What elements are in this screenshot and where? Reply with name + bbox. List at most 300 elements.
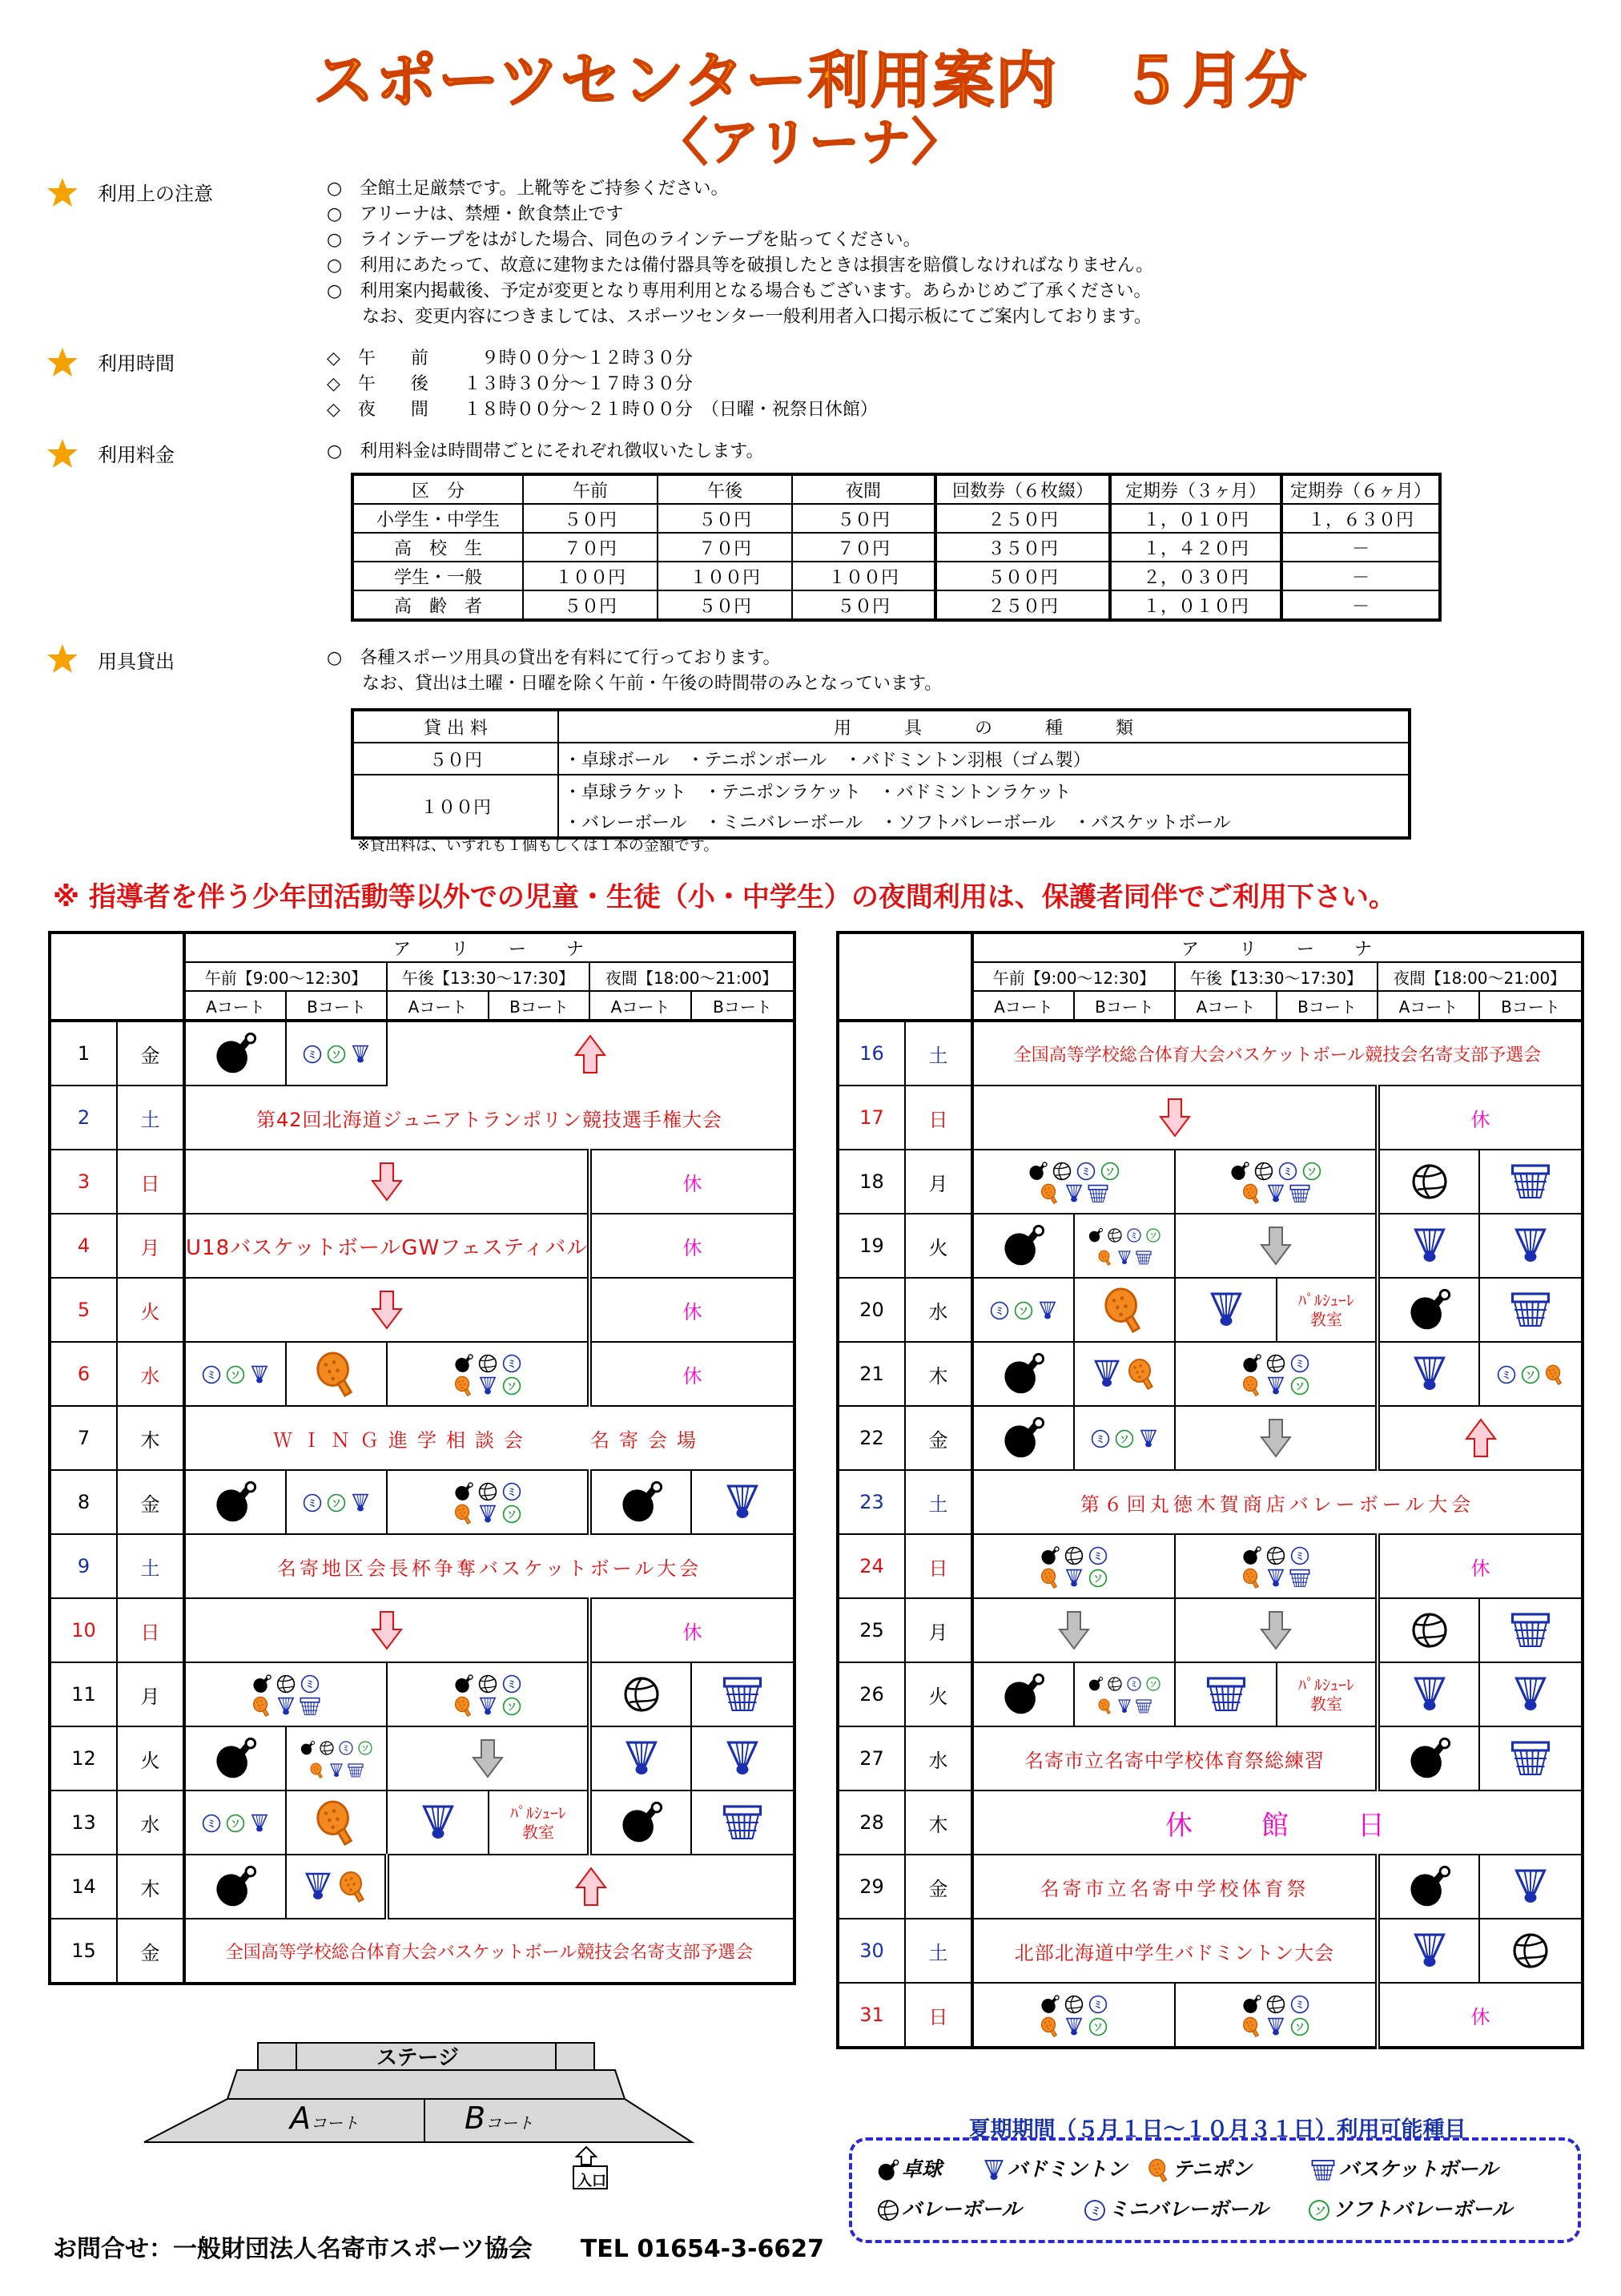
- fee-cell: ５０円: [792, 504, 935, 533]
- day-weekday: 水: [117, 1342, 184, 1406]
- day-number: 13: [50, 1790, 117, 1855]
- day-number: 10: [50, 1598, 117, 1662]
- badminton-icon: [722, 1482, 762, 1522]
- slot: [691, 1726, 794, 1790]
- slot: [972, 1278, 1074, 1342]
- table-tennis-icon: [1000, 1223, 1047, 1269]
- slot: [1479, 1278, 1583, 1342]
- event: 北部北海道中学生バドミントン大会: [972, 1919, 1378, 1983]
- table-tennis-icon: [212, 1735, 259, 1782]
- fee-cell: ７０円: [523, 533, 658, 562]
- slot: [1074, 1214, 1175, 1278]
- badminton-icon: [1116, 1698, 1132, 1714]
- slot: [1479, 1598, 1583, 1662]
- fee-header: 午前: [523, 474, 658, 504]
- volleyball-icon: [477, 1353, 498, 1374]
- fee-cell: １００円: [792, 562, 935, 590]
- closed: 休: [589, 1342, 794, 1406]
- day-number: 29: [838, 1855, 905, 1919]
- schedule-table-left: [48, 931, 796, 1985]
- slot: [972, 1598, 1175, 1662]
- basketball-icon: [1508, 1610, 1553, 1650]
- day-weekday: 金: [117, 1021, 184, 1086]
- tenipon-icon: [1147, 2158, 1171, 2182]
- slot: [286, 1790, 387, 1855]
- mini-volleyball-icon: [1088, 1545, 1108, 1566]
- legend-box: [849, 2137, 1581, 2243]
- badminton-icon: [1410, 1674, 1450, 1714]
- soft-volleyball-icon: [1088, 1568, 1108, 1589]
- fee-cell: ７０円: [792, 533, 935, 562]
- legend-label: バレーボール: [902, 2197, 1022, 2221]
- closed: 休: [589, 1150, 794, 1214]
- soft-volleyball-icon: [1307, 2198, 1331, 2222]
- mini-volleyball-icon: [1289, 1545, 1310, 1566]
- note-line: ○ 利用案内掲載後、予定が変更となり専用利用となる場合もございます。あらかじめご了承ください。: [327, 281, 1152, 301]
- slot: [1175, 1598, 1378, 1662]
- basketball-icon: [1088, 1183, 1108, 1204]
- fee-cell: ５０円: [792, 590, 935, 620]
- class-label-2: 教室: [1310, 1694, 1342, 1714]
- day-number: 16: [838, 1021, 905, 1086]
- slot: [1074, 1342, 1175, 1406]
- soft-volleyball-icon: [501, 1696, 522, 1717]
- fee-cell: １００円: [523, 562, 658, 590]
- day-row: [838, 1983, 1583, 2048]
- day-weekday: 火: [905, 1662, 972, 1726]
- table-tennis-icon: [1088, 1676, 1104, 1692]
- day-weekday: 日: [905, 1086, 972, 1150]
- volleyball-icon: [621, 1674, 662, 1714]
- day-weekday: 木: [117, 1406, 184, 1470]
- day-number: 6: [50, 1342, 117, 1406]
- volleyball-icon: [477, 1674, 498, 1694]
- legend-label: バスケットボール: [1339, 2157, 1498, 2181]
- day-row: [50, 1726, 794, 1790]
- slot: [1479, 1214, 1583, 1278]
- court-a-label: Aコート: [387, 991, 489, 1021]
- volleyball-icon: [876, 2198, 900, 2222]
- day-weekday: 木: [905, 1790, 972, 1855]
- entrance-label: 入口: [577, 2173, 606, 2189]
- table-tennis-icon: [1229, 1161, 1250, 1182]
- basketball-icon: [1508, 1290, 1553, 1330]
- day-row: [838, 1086, 1583, 1150]
- soft-volleyball-icon: [1520, 1364, 1541, 1385]
- day-weekday: 月: [117, 1662, 184, 1726]
- day-weekday: 日: [905, 1534, 972, 1598]
- slot: [387, 1342, 589, 1406]
- event: 名寄地区会長杯争奪バスケットボール大会: [184, 1534, 794, 1598]
- day-weekday: 月: [117, 1214, 184, 1278]
- fee-cell: ３５０円: [935, 533, 1110, 562]
- day-weekday: 金: [905, 1855, 972, 1919]
- day-number: 7: [50, 1406, 117, 1470]
- table-tennis-icon: [1040, 1545, 1060, 1566]
- fees-note: ○ 利用料金は時間帯ごとにそれぞれ徴収いたします。: [327, 441, 764, 461]
- table-tennis-icon: [300, 1740, 316, 1756]
- soft-volleyball-icon: [1145, 1227, 1161, 1243]
- fee-header: 区 分: [352, 474, 523, 504]
- slot: [1378, 1598, 1479, 1662]
- slot: [1479, 1150, 1583, 1214]
- day-number: 4: [50, 1214, 117, 1278]
- day-row: [838, 1726, 1583, 1790]
- slot: [589, 1470, 691, 1534]
- mini-volleyball-icon: [501, 1481, 522, 1502]
- court-b-diagram: [465, 2101, 533, 2136]
- volleyball-icon: [1265, 1545, 1286, 1566]
- slot: [1175, 1150, 1378, 1214]
- day-row: [50, 1598, 794, 1662]
- slot: [972, 1662, 1074, 1726]
- rental-items: ・卓球ラケット ・テニポンラケット ・バドミントンラケット: [558, 775, 1410, 806]
- court-b-label: Bコート: [489, 991, 589, 1021]
- contact-info: お問合せ：一般財団法人名寄市スポーツ協会 TEL 01654-3-6627: [53, 2235, 824, 2263]
- up-arrow-icon: [575, 1867, 607, 1907]
- day-number: 23: [838, 1470, 905, 1534]
- day-weekday: 木: [117, 1855, 184, 1919]
- table-tennis-icon: [618, 1799, 665, 1846]
- slot: [1479, 1855, 1583, 1919]
- slot: [184, 1150, 589, 1214]
- soft-volleyball-icon: [1145, 1676, 1161, 1692]
- table-tennis-icon: [1406, 1735, 1453, 1782]
- fee-cell: 高 齢 者: [352, 590, 523, 620]
- day-row: [838, 1470, 1583, 1534]
- gray-down-arrow-icon: [1058, 1610, 1090, 1650]
- day-row: [838, 1021, 1583, 1086]
- table-tennis-icon: [453, 1481, 474, 1502]
- slot: [1479, 1662, 1583, 1726]
- badminton-icon: [1410, 1931, 1450, 1971]
- soft-volleyball-icon: [1289, 2016, 1310, 2037]
- tenipon-icon: [1040, 2016, 1060, 2037]
- notes-label: 利用上の注意: [98, 183, 213, 205]
- day-number: 8: [50, 1470, 117, 1534]
- rental-fee: ５０円: [352, 743, 558, 775]
- tenipon-icon: [1097, 1250, 1113, 1266]
- slot: [1074, 1406, 1175, 1470]
- page-title: スポーツセンター利用案内 ５月分: [313, 45, 1308, 116]
- tenipon-icon: [453, 1504, 474, 1525]
- fee-cell: ５０円: [523, 504, 658, 533]
- legend-item: [980, 2153, 1128, 2182]
- day-number: 9: [50, 1534, 117, 1598]
- legend-item: [1307, 2153, 1498, 2182]
- volleyball-icon: [1410, 1162, 1450, 1202]
- event: 名寄市立名寄中学校体育祭総練習: [972, 1726, 1378, 1790]
- day-row: [50, 1790, 794, 1855]
- hours-label: 利用時間: [98, 352, 175, 375]
- class-label: [489, 1790, 589, 1855]
- closed: 休: [1378, 1534, 1583, 1598]
- star-icon: [46, 176, 78, 208]
- legend-item: [1081, 2193, 1269, 2222]
- tenipon-icon: [1241, 1568, 1262, 1589]
- event: 全国高等学校総合体育大会バスケットボール競技会名寄支部予選会: [184, 1919, 794, 1984]
- slot: [1074, 1278, 1175, 1342]
- badminton-icon: [1206, 1290, 1246, 1330]
- event: [184, 1406, 794, 1470]
- rental-notes: [327, 646, 942, 697]
- rental-header-row: [352, 710, 1410, 743]
- badminton-icon: [477, 1504, 498, 1525]
- court-b-label: Bコート: [1277, 991, 1378, 1021]
- badminton-icon: [1510, 1867, 1551, 1907]
- soft-volleyball-icon: [225, 1364, 246, 1385]
- slot: [1479, 1726, 1583, 1790]
- court-letter: A: [290, 2101, 311, 2136]
- table-tennis-icon: [212, 1479, 259, 1525]
- volleyball-icon: [319, 1740, 335, 1756]
- basketball-icon: [720, 1674, 765, 1714]
- legend-label: バドミントン: [1008, 2157, 1128, 2181]
- legend-item: [875, 2153, 942, 2182]
- day-weekday: 金: [905, 1406, 972, 1470]
- day-number: 24: [838, 1534, 905, 1598]
- period-night: 夜間【18:00～21:00】: [589, 962, 794, 991]
- page-subtitle: 〈アリーナ〉: [658, 113, 963, 171]
- fee-cell: ５０円: [658, 590, 792, 620]
- day-row: [838, 1790, 1583, 1855]
- day-row: [50, 1021, 794, 1086]
- period-am: 午前【9:00～12:30】: [972, 962, 1175, 991]
- day-weekday: 金: [117, 1919, 184, 1984]
- rental-row: [352, 775, 1410, 806]
- day-row: [50, 1855, 794, 1919]
- slot: [691, 1470, 794, 1534]
- slot: [1479, 1919, 1583, 1983]
- badminton-icon: [1138, 1428, 1159, 1449]
- badminton-icon: [1265, 1376, 1286, 1396]
- hours-line: ◇ 午 前 ９時００分～１２時３０分: [327, 348, 693, 369]
- gray-down-arrow-icon: [1260, 1418, 1292, 1458]
- badminton-icon: [1510, 1674, 1551, 1714]
- badminton-icon: [1064, 1568, 1084, 1589]
- tenipon-icon: [1040, 1568, 1060, 1589]
- badminton-icon: [1064, 2016, 1084, 2037]
- tenipon-icon: [313, 1351, 360, 1397]
- court-b-label: Bコート: [1074, 991, 1175, 1021]
- period-pm: 午後【13:30～17:30】: [387, 962, 589, 991]
- tenipon-icon: [251, 1696, 272, 1717]
- day-number: 3: [50, 1150, 117, 1214]
- day-row: [838, 1342, 1583, 1406]
- day-row: [50, 1662, 794, 1726]
- day-weekday: 木: [905, 1342, 972, 1406]
- fee-row: [352, 533, 1440, 562]
- mini-volleyball-icon: [1126, 1227, 1142, 1243]
- volleyball-icon: [1107, 1227, 1123, 1243]
- badminton-icon: [1116, 1250, 1132, 1266]
- slot: [387, 1470, 589, 1534]
- fee-cell: ７０円: [658, 533, 792, 562]
- slot: [387, 1855, 794, 1919]
- slot: [286, 1470, 387, 1534]
- slot: [1175, 1534, 1378, 1598]
- rental-header: 用 具 の 種 類: [558, 710, 1410, 743]
- period-pm: 午後【13:30～17:30】: [1175, 962, 1378, 991]
- badminton-icon: [1510, 1226, 1551, 1266]
- slot: [184, 1790, 286, 1855]
- day-number: 25: [838, 1598, 905, 1662]
- badminton-icon: [1265, 1568, 1286, 1589]
- mini-volleyball-icon: [501, 1674, 522, 1694]
- mini-volleyball-icon: [1277, 1161, 1298, 1182]
- legend-label: ミニバレーボール: [1108, 2197, 1269, 2221]
- tenipon-icon: [1544, 1364, 1565, 1385]
- fee-cell: ５０円: [658, 504, 792, 533]
- fee-cell: －: [1281, 590, 1440, 620]
- event: U18バスケットボールGWフェスティバル: [184, 1214, 589, 1278]
- up-arrow-icon: [1465, 1418, 1497, 1458]
- basketball-icon: [720, 1803, 765, 1843]
- badminton-icon: [328, 1762, 344, 1778]
- day-number: 30: [838, 1919, 905, 1983]
- slot: [184, 1342, 286, 1406]
- court-suffix: コート: [311, 2113, 359, 2133]
- slot: [387, 1021, 794, 1086]
- fee-cell: 高 校 生: [352, 533, 523, 562]
- notes-list: [327, 176, 1153, 330]
- day-weekday: 火: [117, 1726, 184, 1790]
- slot: [1175, 1406, 1378, 1470]
- day-weekday: 日: [905, 1983, 972, 2048]
- period-night: 夜間【18:00～21:00】: [1378, 962, 1583, 991]
- mini-volleyball-icon: [201, 1364, 222, 1385]
- volleyball-icon: [1265, 1353, 1286, 1374]
- rental-items: ・バレーボール ・ミニバレーボール ・ソフトバレーボール ・バスケットボール: [558, 806, 1410, 838]
- table-tennis-icon: [251, 1674, 272, 1694]
- court-b-label: Bコート: [1479, 991, 1583, 1021]
- day-row: [838, 1406, 1583, 1470]
- basketball-icon: [1309, 2158, 1337, 2182]
- badminton-icon: [1410, 1354, 1450, 1394]
- star-icon: [46, 642, 78, 675]
- volleyball-icon: [477, 1481, 498, 1502]
- day-row: [838, 1662, 1583, 1726]
- day-number: 2: [50, 1086, 117, 1150]
- slot: [286, 1021, 387, 1086]
- slot: [972, 1342, 1074, 1406]
- slot: [1175, 1983, 1378, 2048]
- day-number: 12: [50, 1726, 117, 1790]
- star-icon: [46, 437, 78, 469]
- day-row: [50, 1150, 794, 1214]
- fee-header: 午後: [658, 474, 792, 504]
- day-row: [50, 1214, 794, 1278]
- badminton-icon: [1410, 1226, 1450, 1266]
- badminton-icon: [477, 1376, 498, 1396]
- day-number: 27: [838, 1726, 905, 1790]
- class-label: [1277, 1662, 1378, 1726]
- mini-volleyball-icon: [501, 1353, 522, 1374]
- soft-volleyball-icon: [1114, 1428, 1135, 1449]
- slot: [286, 1342, 387, 1406]
- volleyball-icon: [1265, 1994, 1286, 2015]
- down-arrow-icon: [371, 1290, 403, 1330]
- slot: [1378, 1278, 1479, 1342]
- event: 全国高等学校総合体育大会バスケットボール競技会名寄支部予選会: [972, 1021, 1583, 1086]
- schedule-table-right: [836, 931, 1584, 2049]
- down-arrow-icon: [371, 1610, 403, 1650]
- day-weekday: 日: [117, 1598, 184, 1662]
- slot: [184, 1598, 589, 1662]
- table-tennis-icon: [1088, 1227, 1104, 1243]
- day-row: [50, 1470, 794, 1534]
- day-row: [50, 1534, 794, 1598]
- badminton-icon: [1265, 2016, 1286, 2037]
- note-line: なお、変更内容につきましては、スポーツセンター一般利用者入口掲示板にてご案内しております。: [327, 307, 1152, 327]
- soft-volleyball-icon: [326, 1044, 347, 1065]
- slot: [972, 1150, 1175, 1214]
- day-number: 11: [50, 1662, 117, 1726]
- arena-label: ア リ ー ナ: [972, 932, 1583, 962]
- stage-label: ステージ: [376, 2046, 459, 2070]
- legend-label: 卓球: [902, 2157, 943, 2181]
- soft-volleyball-icon: [1289, 1376, 1310, 1396]
- slot: [589, 1726, 691, 1790]
- class-label: [1277, 1278, 1378, 1342]
- basketball-icon: [1136, 1698, 1152, 1714]
- badminton-icon: [722, 1738, 762, 1778]
- volleyball-icon: [1510, 1931, 1551, 1971]
- closed: 休: [1378, 1983, 1583, 2048]
- note-line: ○ 利用にあたって、故意に建物または備付器具等を破損したときは損害を賠償しなければなりません。: [327, 256, 1154, 276]
- note-line: ○ アリーナは、禁煙・飲食禁止です: [327, 204, 624, 224]
- arena-header-row: [50, 932, 794, 962]
- event: 名寄市立名寄中学校体育祭: [972, 1855, 1378, 1919]
- tenipon-icon: [453, 1696, 474, 1717]
- tenipon-icon: [1101, 1287, 1148, 1333]
- table-tennis-icon: [1028, 1161, 1048, 1182]
- day-number: 14: [50, 1855, 117, 1919]
- fee-cell: ２，０３０円: [1110, 562, 1281, 590]
- court-floor: [144, 2099, 692, 2142]
- slot: [1378, 1662, 1479, 1726]
- fee-cell: １，６３０円: [1281, 504, 1440, 533]
- slot: [972, 1214, 1074, 1278]
- slot: [286, 1726, 387, 1790]
- fee-header: 夜間: [792, 474, 935, 504]
- slot: [184, 1726, 286, 1790]
- slot: [184, 1021, 286, 1086]
- warning-text: ※ 指導者を伴う少年団活動等以外での児童・生徒（小・中学生）の夜間利用は、保護者同伴でご利用下さい。: [53, 881, 1396, 913]
- soft-volleyball-icon: [1013, 1300, 1034, 1321]
- badminton-icon: [418, 1803, 458, 1843]
- day-weekday: 火: [117, 1278, 184, 1342]
- badminton-icon: [249, 1813, 270, 1834]
- slot: [184, 1278, 589, 1342]
- soft-volleyball-icon: [501, 1376, 522, 1396]
- volleyball-icon: [276, 1674, 296, 1694]
- soft-volleyball-icon: [501, 1504, 522, 1525]
- table-tennis-icon: [212, 1030, 259, 1077]
- slot: [972, 1406, 1074, 1470]
- entrance-arrow-icon: [577, 2147, 596, 2165]
- volleyball-icon: [1253, 1161, 1274, 1182]
- day-row: [50, 1278, 794, 1342]
- tenipon-icon: [309, 1762, 325, 1778]
- hours-list: [327, 346, 878, 423]
- court-a-diagram: [290, 2101, 359, 2136]
- basketball-icon: [1508, 1162, 1553, 1202]
- period-am: 午前【9:00～12:30】: [184, 962, 387, 991]
- day-number: 26: [838, 1662, 905, 1726]
- slot: [691, 1790, 794, 1855]
- badminton-icon: [302, 1871, 334, 1903]
